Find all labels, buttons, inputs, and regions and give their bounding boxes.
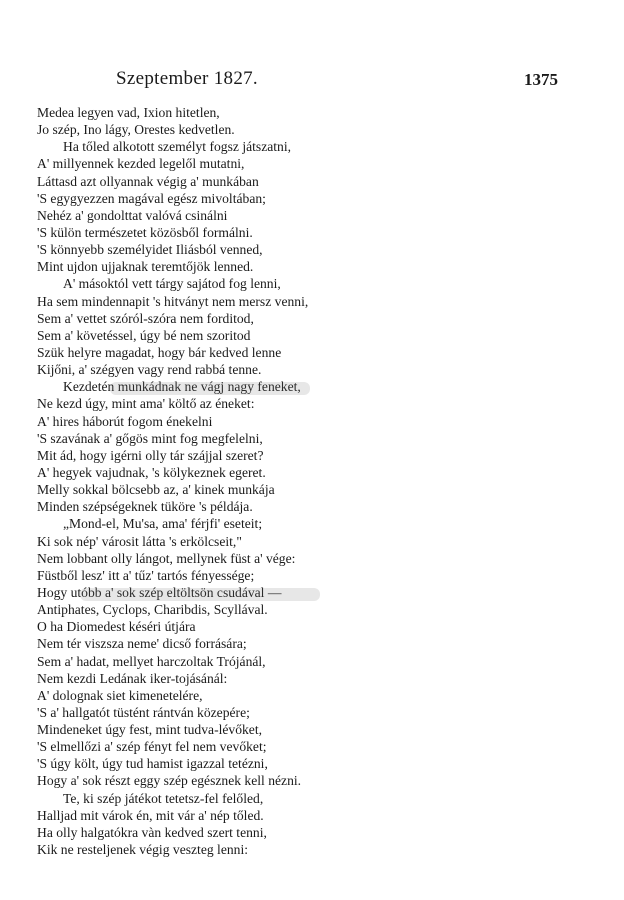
poem-line: 'S könnyebb személyidet Iliásból venned, xyxy=(37,242,263,258)
poem-line: Antiphates, Cyclops, Charibdis, Scyllával. xyxy=(37,602,268,618)
poem-line: 'S egygyezzen magával egész mivoltában; xyxy=(37,190,266,206)
poem-line: Nem lobbant olly lángot, mellynek füst a' vége: xyxy=(37,550,296,566)
poem-line: Ha olly halgatókra vàn kedved szert tenni, xyxy=(37,824,267,840)
poem-line: 'S szavának a' gőgös mint fog megfelelni, xyxy=(37,430,263,446)
poem-line: Kijőni, a' szégyen vagy rend rabbá tenne. xyxy=(37,362,262,378)
poem-line: Ha tőled alkotott személyt fogsz játszatni, xyxy=(63,139,292,155)
poem-text xyxy=(37,104,597,858)
page-number: 1375 xyxy=(524,70,558,89)
poem-line: A' dolognak siet kimenetelére, xyxy=(37,687,203,703)
poem-line: 'S úgy költ, úgy tud hamist igazzal tetézni, xyxy=(37,756,268,772)
poem-line: Mindeneket úgy fest, mint tudva-lévőket, xyxy=(37,722,263,738)
poem-line: Nem tér viszsza neme' dicső forrására; xyxy=(37,636,247,652)
poem-line: A' hires háborút fogom énekelni xyxy=(37,413,213,429)
poem-line: Te, ki szép játékot tetetsz-fel felőled, xyxy=(63,790,264,806)
poem-line: Halljad mit várok én, mit vár a' nép tőled. xyxy=(37,807,264,823)
poem-line: Ne kezd úgy, mint ama' költő az éneket: xyxy=(37,396,255,412)
poem-line: Sem a' követéssel, úgy bé nem szoritod xyxy=(37,327,251,343)
poem-line: Szük helyre magadat, hogy bár kedved lenne xyxy=(37,344,282,360)
poem-line: Minden szépségeknek tüköre 's példája. xyxy=(37,499,253,515)
poem-line: Medea legyen vad, Ixion hitetlen, xyxy=(37,105,220,120)
poem-line: Ha sem mindennapit 's hitványt nem mersz venni, xyxy=(37,293,309,309)
poem-line: Melly sokkal bölcsebb az, a' kinek munkája xyxy=(37,482,275,498)
poem-line: A' millyennek kezded legelől mutatni, xyxy=(37,156,245,172)
poem-line: Füstből lesz' itt a' tűz' tartós fényessége; xyxy=(37,567,255,583)
poem-line: Sem a' vettet szóról-szóra nem forditod, xyxy=(37,310,254,326)
poem-line: 'S külön természetet közösből formálni. xyxy=(37,224,253,240)
poem-line: Sem a' hadat, mellyet harczoltak Trójánál, xyxy=(37,653,266,669)
poem-line: Mint ujdon ujjaknak teremtőjök lenned. xyxy=(37,259,254,275)
poem-line: O ha Diomedest késéri útjára xyxy=(37,619,196,635)
poem-line: 'S a' hallgatót tüstént rántván közepére; xyxy=(37,704,250,720)
poem-line: Kik ne resteljenek végig veszteg lenni: xyxy=(37,842,249,858)
poem-line: A' másoktól vett tárgy sajátod fog lenni, xyxy=(63,276,281,292)
poem-line: Hogy a' sok részt eggy szép egésznek kell nézni. xyxy=(37,773,302,789)
poem-line: Hogy utóbb a' sok szép eltöltsön csudával — xyxy=(37,584,282,600)
poem-line: Nem kezdi Ledának iker-tojásánál: xyxy=(37,670,228,686)
running-header xyxy=(0,68,624,94)
poem-line: 'S elmellőzi a' szép fényt fel nem vevőket; xyxy=(37,739,267,755)
header-title: Szeptember 1827. xyxy=(116,68,258,89)
poem-line: „Mond-el, Mu'sa, ama' férjfi' eseteit; xyxy=(63,516,263,532)
poem-line: A' hegyek vajudnak, 's kölykeznek egeret. xyxy=(37,464,266,480)
poem-line: Jo szép, Ino lágy, Orestes kedvetlen. xyxy=(37,122,235,138)
poem-line: Láttasd azt ollyannak végig a' munkában xyxy=(37,173,259,189)
poem-line: Nehéz a' gondolttat valóvá csinálni xyxy=(37,207,228,223)
poem-line: Mit ád, hogy igérni olly tár szájjal szeret? xyxy=(37,447,264,463)
poem-line: Kezdetén munkádnak ne vágj nagy feneket, xyxy=(63,379,301,395)
poem-line: Ki sok nép' városit látta 's erkölcseit," xyxy=(37,533,242,549)
